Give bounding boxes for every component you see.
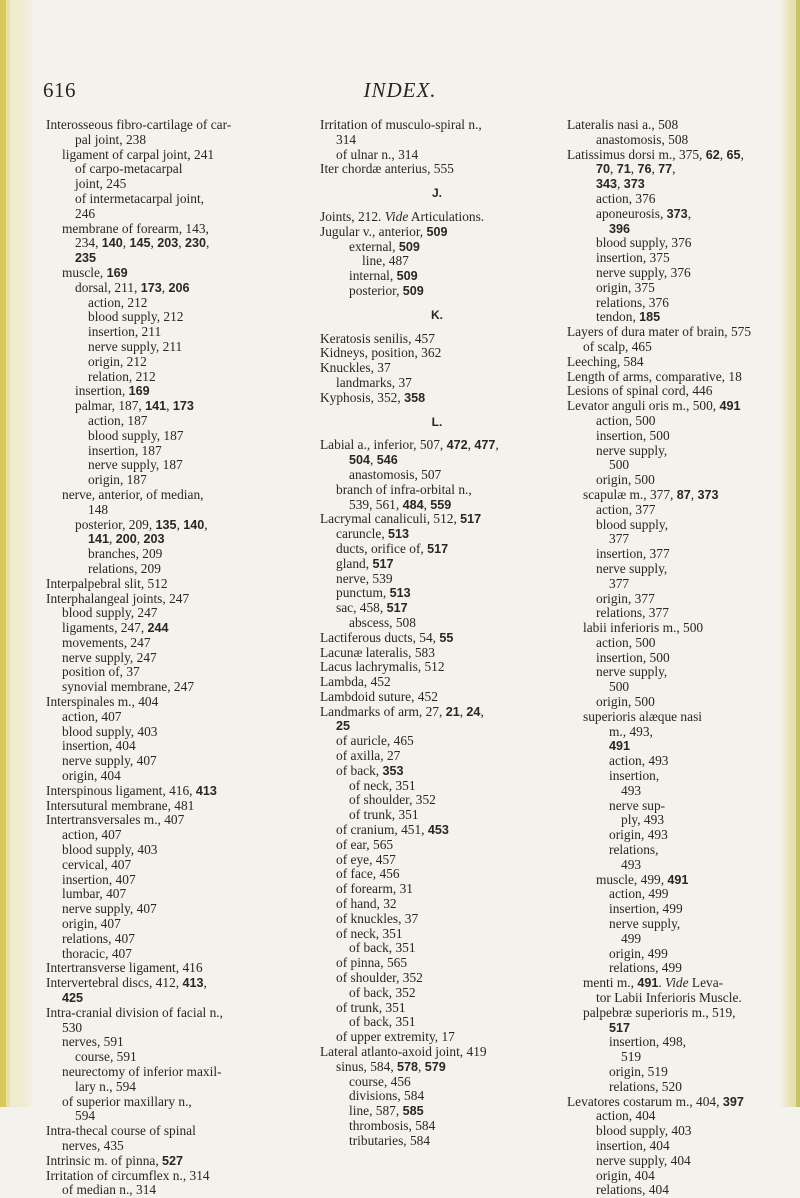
bold-page-ref: 145 <box>129 236 151 251</box>
index-subentry: landmarks, 37 <box>336 374 412 390</box>
index-subentry: cervical, 407 <box>62 856 132 872</box>
index-subentry: action, 376 <box>596 190 656 206</box>
index-subentry: action, 499 <box>609 886 669 902</box>
index-subentry: nerve supply, <box>596 560 668 576</box>
index-subentry: of hand, 32 <box>336 896 397 912</box>
index-subentry: abscess, 508 <box>349 614 416 630</box>
index-subentry: ligament of carpal joint, 241 <box>62 146 215 162</box>
bold-page-ref: 517 <box>386 601 408 616</box>
index-subentry: ducts, orifice of, 517 <box>336 540 449 556</box>
index-subentry: of scalp, 465 <box>583 338 652 354</box>
bold-page-ref: 509 <box>398 239 420 254</box>
bold-page-ref: 343 <box>596 177 618 192</box>
index-subentry: relations, 404 <box>596 1182 669 1198</box>
index-subentry: blood supply, 212 <box>88 309 184 325</box>
index-subentry <box>565 1021 780 1036</box>
index-subentry: of back, 351 <box>349 1014 416 1030</box>
index-entry: Kyphosis, 352, 358 <box>320 389 426 405</box>
bold-page-ref: 517 <box>460 512 482 527</box>
page-number: 616 <box>43 78 76 102</box>
bold-page-ref: 62 <box>705 147 720 162</box>
bold-page-ref: 21 <box>445 704 460 719</box>
index-subentry: nerves, 591 <box>62 1034 124 1050</box>
index-subentry: of cranium, 451, 453 <box>336 822 449 838</box>
index-entry: Latissimus dorsi m., 375, 62, 65, <box>567 146 744 162</box>
index-subentry: 377 <box>609 531 630 547</box>
index-subentry: posterior, 209, 135, 140, <box>75 516 208 532</box>
index-subentry: insertion, 499 <box>609 901 683 917</box>
index-subentry: of eye, 457 <box>336 851 396 867</box>
bold-page-ref: 77 <box>658 162 673 177</box>
index-subentry: blood supply, 247 <box>62 605 158 621</box>
index-subentry: divisions, 584 <box>349 1088 425 1104</box>
index-subentry: nerves, 435 <box>62 1137 124 1153</box>
index-subentry: of face, 456 <box>336 866 400 882</box>
bold-page-ref: 87 <box>676 487 691 502</box>
index-subentry: action, 493 <box>609 753 669 769</box>
index-subentry: blood supply, 403 <box>62 723 158 739</box>
index-entry: Interspinales m., 404 <box>46 694 159 710</box>
index-subentry: relation, 212 <box>88 368 156 384</box>
bold-page-ref: 585 <box>402 1104 424 1119</box>
index-entry: Intersutural membrane, 481 <box>46 797 195 813</box>
index-subentry: origin, 499 <box>609 945 668 961</box>
index-subentry <box>44 251 312 266</box>
index-subentry: insertion, <box>609 768 660 784</box>
section-letter-heading: L. <box>431 414 443 429</box>
index-subentry: relations, 520 <box>609 1078 682 1094</box>
index-entry: Intervertebral discs, 412, 413, <box>46 975 207 991</box>
bold-page-ref: 491 <box>719 399 741 414</box>
index-entry: Lacunæ lateralis, 583 <box>320 644 435 660</box>
bold-page-ref: 413 <box>195 783 217 798</box>
index-subentry: branch of infra-orbital n., <box>336 481 472 497</box>
bold-page-ref: 579 <box>424 1059 446 1074</box>
index-entry: Lambdoid suture, 452 <box>320 688 438 704</box>
index-subentry: 234, 140, 145, 203, 230, <box>75 235 210 251</box>
index-subentry: of trunk, 351 <box>349 807 419 823</box>
index-subentry: origin, 212 <box>88 353 147 369</box>
index-subentry: anastomosis, 508 <box>596 131 689 147</box>
index-subentry: tendon, 185 <box>596 309 661 325</box>
index-subentry: insertion, 404 <box>62 738 136 754</box>
index-subentry: action, 500 <box>596 412 656 428</box>
bold-page-ref: 141 <box>145 399 167 414</box>
italic-text: Vide <box>665 975 689 991</box>
index-column-2 <box>318 118 556 1149</box>
index-subentry: of axilla, 27 <box>336 748 401 764</box>
index-subentry: muscle, 169 <box>62 264 128 280</box>
index-subentry: muscle, 499, 491 <box>596 871 689 887</box>
index-entry: Landmarks of arm, 27, 21, 24, <box>320 703 484 719</box>
index-subentry: tributaries, 584 <box>349 1132 431 1148</box>
index-subentry: external, 509 <box>349 238 420 254</box>
index-subentry: nerve supply, <box>596 664 668 680</box>
index-subentry: of knuckles, 37 <box>336 910 419 926</box>
index-subentry: of neck, 351 <box>336 925 403 941</box>
bold-page-ref: 397 <box>722 1094 744 1109</box>
index-subentry: posterior, 509 <box>349 282 424 298</box>
index-subentry: action, 500 <box>596 634 656 650</box>
bold-page-ref: 358 <box>404 390 426 405</box>
index-subentry: punctum, 513 <box>336 585 411 601</box>
index-subentry: insertion, 187 <box>88 442 162 458</box>
index-subentry: menti m., 491. Vide Leva- <box>583 975 724 991</box>
index-subentry: m., 493, <box>609 723 653 739</box>
page-edge-right <box>780 0 800 1107</box>
index-subentry: palmar, 187, 141, 173 <box>75 398 194 414</box>
bold-page-ref: 373 <box>697 487 719 502</box>
index-subentry: nerve, 539 <box>336 570 393 586</box>
index-subentry: sac, 458, 517 <box>336 600 408 616</box>
index-subentry: action, 187 <box>88 412 148 428</box>
index-subentry: course, 456 <box>349 1073 411 1089</box>
index-entry: Labial a., inferior, 507, 472, 477, <box>320 437 499 453</box>
index-subentry: nerve supply, 247 <box>62 649 157 665</box>
index-subentry: blood supply, 403 <box>62 842 158 858</box>
index-subentry: origin, 407 <box>62 916 121 932</box>
index-subentry: of upper extremity, 17 <box>336 1029 455 1045</box>
index-subentry: insertion, 377 <box>596 546 670 562</box>
index-subentry: origin, 375 <box>596 279 655 295</box>
index-entry: Lambda, 452 <box>320 674 391 690</box>
italic-text: Vide <box>384 208 409 224</box>
bold-page-ref: 517 <box>372 556 394 571</box>
index-subentry: of ear, 565 <box>336 836 394 852</box>
index-subentry: nerve supply, 404 <box>596 1152 691 1168</box>
index-subentry: of shoulder, 352 <box>336 970 423 986</box>
index-entry: Intrinsic m. of pinna, 527 <box>46 1152 184 1168</box>
bold-page-ref: 396 <box>609 221 631 236</box>
index-subentry: of ulnar n., 314 <box>336 146 419 162</box>
bold-page-ref: 24 <box>466 704 481 719</box>
index-subentry: origin, 377 <box>596 590 655 606</box>
index-subentry: relations, 499 <box>609 960 682 976</box>
index-entry: Intra-cranial division of facial n., <box>46 1004 223 1020</box>
index-subentry: of median n., 314 <box>62 1182 157 1198</box>
index-subentry: relations, 376 <box>596 294 669 310</box>
bold-page-ref: 70 <box>596 162 611 177</box>
index-subentry: 377 <box>609 575 630 591</box>
index-subentry: origin, 404 <box>596 1167 655 1183</box>
index-subentry: nerve supply, <box>609 916 681 932</box>
index-subentry: aponeurosis, 373, <box>596 205 692 221</box>
bold-page-ref: 135 <box>155 517 177 532</box>
index-subentry: insertion, 169 <box>75 383 150 399</box>
bold-page-ref: 373 <box>666 206 688 221</box>
bold-page-ref: 472 <box>446 438 468 453</box>
index-subentry: insertion, 404 <box>596 1137 670 1153</box>
index-subentry: gland, 517 <box>336 555 394 571</box>
index-entry: Irritation of circumflex n., 314 <box>46 1167 210 1183</box>
bold-page-ref: 206 <box>168 280 190 295</box>
index-subentry: thoracic, 407 <box>62 945 132 961</box>
index-subentry: origin, 187 <box>88 472 147 488</box>
index-subentry: nerve supply, <box>596 442 668 458</box>
index-subentry: origin, 404 <box>62 768 121 784</box>
index-entry: Joints, 212. Vide Articulations. <box>320 208 485 224</box>
index-entry: Lacrymal canaliculi, 512, 517 <box>320 511 482 527</box>
bold-page-ref: 517 <box>609 1020 631 1035</box>
index-subentry: 148 <box>88 501 109 517</box>
index-entry: Length of arms, comparative, 18 <box>567 368 742 384</box>
bold-page-ref: 453 <box>427 823 449 838</box>
index-column-3 <box>565 118 780 1198</box>
index-subentry: of intermetacarpal joint, <box>75 190 205 206</box>
index-subentry: superioris alæque nasi <box>583 708 703 724</box>
index-subentry: pal joint, 238 <box>75 131 147 147</box>
index-subentry: tor Labii Inferioris Muscle. <box>596 990 742 1006</box>
bold-page-ref: 25 <box>336 719 351 734</box>
bold-page-ref: 185 <box>639 310 661 325</box>
section-letter-heading: K. <box>431 307 443 322</box>
index-entry: Intertransversales m., 407 <box>46 812 185 828</box>
index-subentry <box>565 222 780 237</box>
index-subentry: position of, 37 <box>62 664 140 680</box>
bold-page-ref: 65 <box>726 147 741 162</box>
index-subentry: nerve supply, 211 <box>88 338 183 354</box>
index-subentry: nerve supply, 376 <box>596 264 691 280</box>
index-entry: Interspinous ligament, 416, 413 <box>46 782 217 798</box>
page-edge-left <box>0 0 34 1107</box>
index-entry: Interpalpebral slit, 512 <box>46 575 168 591</box>
index-subentry: origin, 493 <box>609 827 668 843</box>
bold-page-ref: 513 <box>388 527 410 542</box>
index-entry: Levatores costarum m., 404, 397 <box>567 1093 744 1109</box>
index-entry: Intertransverse ligament, 416 <box>46 960 203 976</box>
index-subentry: relations, <box>609 842 659 858</box>
index-subentry: insertion, 500 <box>596 427 670 443</box>
index-subentry: nerve sup- <box>609 797 666 813</box>
index-subentry <box>44 991 312 1006</box>
index-entry: Layers of dura mater of brain, 575 <box>567 324 752 340</box>
bold-page-ref: 169 <box>128 384 150 399</box>
index-subentry: origin, 500 <box>596 472 655 488</box>
index-subentry: of back, 351 <box>349 940 416 956</box>
index-entry: Keratosis senilis, 457 <box>320 330 435 346</box>
index-entry: Intra-thecal course of spinal <box>46 1123 196 1139</box>
index-subentry: action, 404 <box>596 1108 656 1124</box>
index-subentry: relations, 407 <box>62 930 135 946</box>
index-subentry: 530 <box>62 1019 83 1035</box>
index-subentry: nerve supply, 407 <box>62 753 157 769</box>
index-subentry: blood supply, 403 <box>596 1123 692 1139</box>
index-subentry: 500 <box>609 679 630 695</box>
index-subentry: thrombosis, 584 <box>349 1118 436 1133</box>
bold-page-ref: 491 <box>637 976 659 991</box>
index-subentry <box>565 739 780 754</box>
bold-page-ref: 491 <box>609 739 631 754</box>
index-subentry: insertion, 407 <box>62 871 136 887</box>
index-subentry: of back, 352 <box>349 984 416 1000</box>
index-subentry: origin, 519 <box>609 1064 668 1079</box>
index-subentry: nerve supply, 187 <box>88 457 183 473</box>
bold-page-ref: 509 <box>402 283 424 298</box>
index-subentry: 504, 546 <box>349 452 398 468</box>
bold-page-ref: 203 <box>143 532 165 547</box>
index-subentry: of auricle, 465 <box>336 733 414 749</box>
bold-page-ref: 71 <box>616 162 631 177</box>
index-subentry: 594 <box>75 1108 96 1124</box>
index-subentry: 499 <box>621 930 642 946</box>
bold-page-ref: 491 <box>667 872 689 887</box>
index-subentry: movements, 247 <box>62 634 151 650</box>
index-entry: Lactiferous ducts, 54, 55 <box>320 629 454 645</box>
index-subentry: of forearm, 31 <box>336 881 413 897</box>
index-subentry: insertion, 211 <box>88 324 162 340</box>
index-subentry: 539, 561, 484, 559 <box>349 496 452 512</box>
bold-page-ref: 200 <box>115 532 137 547</box>
bold-page-ref: 373 <box>623 177 645 192</box>
running-title: INDEX. <box>363 78 437 102</box>
index-subentry: action, 407 <box>62 708 122 724</box>
bold-page-ref: 55 <box>439 630 454 645</box>
index-subentry: insertion, 500 <box>596 649 670 665</box>
bold-page-ref: 230 <box>184 236 206 251</box>
bold-page-ref: 413 <box>182 976 204 991</box>
index-subentry: blood supply, <box>596 516 669 532</box>
index-entry: Lacus lachrymalis, 512 <box>320 659 445 675</box>
index-subentry: lumbar, 407 <box>62 886 127 902</box>
bold-page-ref: 509 <box>426 224 448 239</box>
index-subentry: course, 591 <box>75 1049 137 1065</box>
bold-page-ref: 504 <box>349 453 371 468</box>
index-subentry: internal, 509 <box>349 268 418 284</box>
index-subentry: of shoulder, 352 <box>349 792 436 808</box>
index-entry: Levator anguli oris m., 500, 491 <box>567 398 741 414</box>
index-subentry: insertion, 375 <box>596 250 670 266</box>
bold-page-ref: 141 <box>88 532 110 547</box>
bold-page-ref: 353 <box>382 763 404 778</box>
index-subentry: blood supply, 376 <box>596 235 692 251</box>
bold-page-ref: 484 <box>402 497 424 512</box>
index-entry: Leeching, 584 <box>567 353 644 369</box>
bold-page-ref: 517 <box>427 541 449 556</box>
bold-page-ref: 578 <box>397 1059 419 1074</box>
index-subentry: joint, 245 <box>75 176 127 192</box>
index-subentry: caruncle, 513 <box>336 526 410 542</box>
index-subentry: labii inferioris m., 500 <box>583 620 704 636</box>
index-subentry: dorsal, 211, 173, 206 <box>75 279 190 295</box>
index-subentry: relations, 377 <box>596 605 669 621</box>
index-subentry: membrane of forearm, 143, <box>62 220 209 236</box>
section-letter-heading: J. <box>431 186 442 201</box>
bold-page-ref: 513 <box>389 586 411 601</box>
index-entry: Iter chordæ anterius, 555 <box>320 161 454 177</box>
index-subentry <box>318 719 556 734</box>
index-subentry: 493 <box>621 856 642 872</box>
bold-page-ref: 477 <box>474 438 496 453</box>
index-subentry: nerve supply, 407 <box>62 901 157 917</box>
bold-page-ref: 203 <box>157 236 179 251</box>
index-subentry: of trunk, 351 <box>336 999 406 1015</box>
index-subentry: relations, 209 <box>88 560 161 576</box>
index-subentry: 500 <box>609 457 630 473</box>
index-subentry: 246 <box>75 205 96 221</box>
index-entry: Knuckles, 37 <box>320 360 391 376</box>
bold-page-ref: 140 <box>101 236 123 251</box>
index-subentry: of pinna, 565 <box>336 955 408 971</box>
index-subentry: ply, 493 <box>621 812 665 828</box>
index-subentry: anastomosis, 507 <box>349 466 442 482</box>
bold-page-ref: 425 <box>62 991 84 1006</box>
index-subentry: nerve, anterior, of median, <box>62 486 204 502</box>
index-subentry: neurectomy of inferior maxil- <box>62 1064 222 1079</box>
index-entry: Irritation of musculo-spiral n., <box>320 117 482 132</box>
index-subentry: 493 <box>621 782 642 798</box>
index-entry: Kidneys, position, 362 <box>320 345 442 361</box>
index-subentry: origin, 500 <box>596 694 655 710</box>
index-subentry: scapulæ m., 377, 87, 373 <box>583 486 719 502</box>
index-subentry: 519 <box>621 1049 642 1065</box>
index-subentry: action, 377 <box>596 501 656 517</box>
index-entry: Lateral atlanto-axoid joint, 419 <box>320 1044 487 1060</box>
index-subentry: blood supply, 187 <box>88 427 184 443</box>
index-subentry: action, 407 <box>62 827 122 843</box>
index-subentry: 343, 373 <box>596 176 645 192</box>
index-subentry: 70, 71, 76, 77, <box>596 161 676 177</box>
bold-page-ref: 546 <box>376 453 398 468</box>
index-subentry: 141, 200, 203 <box>88 531 165 547</box>
index-subentry: of neck, 351 <box>349 777 416 793</box>
index-entry: Lateralis nasi a., 508 <box>567 117 679 132</box>
index-subentry: of carpo-metacarpal <box>75 161 183 177</box>
bold-page-ref: 140 <box>183 517 205 532</box>
index-entry: Lesions of spinal cord, 446 <box>567 383 713 399</box>
bold-page-ref: 173 <box>172 399 194 414</box>
index-entry: Jugular v., anterior, 509 <box>320 223 448 239</box>
index-subentry: of superior maxillary n., <box>62 1093 192 1109</box>
index-subentry: synovial membrane, 247 <box>62 679 195 695</box>
bold-page-ref: 76 <box>637 162 652 177</box>
index-subentry: line, 487 <box>362 253 409 269</box>
index-subentry: 314 <box>336 131 357 147</box>
index-subentry: palpebræ superioris m., 519, <box>583 1004 736 1020</box>
index-subentry: line, 587, 585 <box>349 1103 424 1119</box>
bold-page-ref: 173 <box>140 280 162 295</box>
index-subentry: ligaments, 247, 244 <box>62 620 169 636</box>
index-entry: Interphalangeal joints, 247 <box>46 590 190 606</box>
index-subentry: lary n., 594 <box>75 1078 136 1094</box>
index-subentry: of back, 353 <box>336 762 404 778</box>
index-column-1 <box>44 118 312 1198</box>
bold-page-ref: 244 <box>147 621 169 636</box>
index-subentry: insertion, 498, <box>609 1034 686 1050</box>
bold-page-ref: 509 <box>396 269 418 284</box>
bold-page-ref: 559 <box>430 497 452 512</box>
bold-page-ref: 235 <box>75 251 97 266</box>
index-subentry: sinus, 584, 578, 579 <box>336 1058 446 1074</box>
bold-page-ref: 527 <box>162 1153 184 1168</box>
index-subentry: action, 212 <box>88 294 148 310</box>
index-subentry: branches, 209 <box>88 546 163 562</box>
bold-page-ref: 169 <box>106 265 128 280</box>
index-entry: Interosseous fibro-cartilage of car- <box>46 117 232 132</box>
